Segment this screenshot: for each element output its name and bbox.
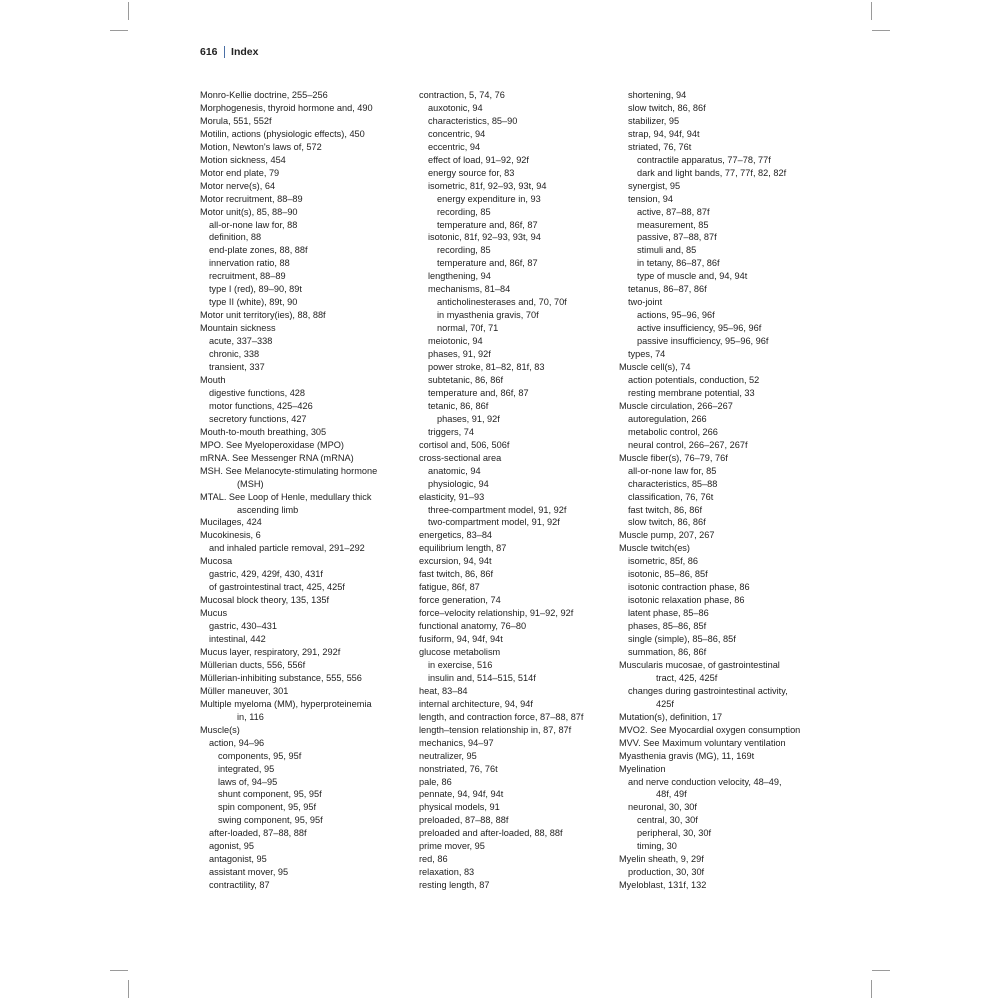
index-entry: single (simple), 85–86, 85f bbox=[628, 634, 736, 645]
index-entry: functional anatomy, 76–80 bbox=[419, 621, 527, 632]
index-entry: normal, 70f, 71 bbox=[437, 323, 499, 334]
index-entry: recruitment, 88–89 bbox=[209, 271, 286, 282]
index-entry: temperature and, 86f, 87 bbox=[428, 387, 529, 398]
index-entry: integrated, 95 bbox=[218, 763, 275, 774]
index-entry: Motor recruitment, 88–89 bbox=[200, 193, 303, 204]
index-entry: active insufficiency, 95–96, 96f bbox=[637, 323, 762, 334]
index-entry: nonstriated, 76, 76t bbox=[419, 763, 498, 774]
index-entry: three-compartment model, 91, 92f bbox=[428, 504, 567, 515]
index-entry: energy source for, 83 bbox=[428, 167, 515, 178]
index-entry: summation, 86, 86f bbox=[628, 646, 707, 657]
index-entry: Mountain sickness bbox=[200, 323, 276, 334]
index-entry: metabolic control, 266 bbox=[628, 426, 718, 437]
index-entry: contractility, 87 bbox=[209, 880, 270, 891]
index-entry: innervation ratio, 88 bbox=[209, 258, 290, 269]
index-entry: relaxation, 83 bbox=[419, 867, 475, 878]
index-entry: phases, 91, 92f bbox=[437, 413, 500, 424]
index-entry: physiologic, 94 bbox=[428, 478, 489, 489]
running-header bbox=[200, 46, 258, 58]
index-entry: autoregulation, 266 bbox=[628, 413, 707, 424]
index-entry: Motor end plate, 79 bbox=[200, 167, 280, 178]
index-entry: dark and light bands, 77, 77f, 82, 82f bbox=[637, 167, 787, 178]
index-entry: pale, 86 bbox=[419, 776, 452, 787]
header-divider bbox=[224, 46, 226, 58]
index-entry: definition, 88 bbox=[209, 232, 262, 243]
index-entry: production, 30, 30f bbox=[628, 867, 705, 878]
index-column-2 bbox=[419, 89, 619, 892]
index-entry: Müller maneuver, 301 bbox=[200, 685, 289, 696]
index-entry: chronic, 338 bbox=[209, 349, 260, 360]
index-entry: Muscle pump, 207, 267 bbox=[619, 530, 715, 541]
index-entry: isometric, 85f, 86 bbox=[628, 556, 698, 567]
index-entry: Myeloblast, 131f, 132 bbox=[619, 880, 707, 891]
index-entry: mechanisms, 81–84 bbox=[428, 284, 511, 295]
index-entry: gastric, 430–431 bbox=[209, 621, 277, 632]
index-entry: 425f bbox=[656, 698, 674, 709]
index-entry: recording, 85 bbox=[437, 245, 491, 256]
index-entry: force–velocity relationship, 91–92, 92f bbox=[419, 608, 574, 619]
index-entry: (MSH) bbox=[237, 478, 264, 489]
index-entry: stimuli and, 85 bbox=[637, 245, 697, 256]
index-entry: Morula, 551, 552f bbox=[200, 115, 272, 126]
index-entry: internal architecture, 94, 94f bbox=[419, 698, 533, 709]
index-entry: action potentials, conduction, 52 bbox=[628, 374, 760, 385]
index-entry: in myasthenia gravis, 70f bbox=[437, 310, 539, 321]
index-entry: Motion, Newton's laws of, 572 bbox=[200, 141, 322, 152]
index-entry: fusiform, 94, 94f, 94t bbox=[419, 634, 503, 645]
index-entry: swing component, 95, 95f bbox=[218, 815, 323, 826]
index-entry: Mucosa bbox=[200, 556, 233, 567]
index-entry: characteristics, 85–90 bbox=[428, 115, 518, 126]
index-entry: isotonic relaxation phase, 86 bbox=[628, 595, 745, 606]
index-entry: neural control, 266–267, 267f bbox=[628, 439, 748, 450]
index-entry: energetics, 83–84 bbox=[419, 530, 493, 541]
index-entry: all-or-none law for, 88 bbox=[209, 219, 298, 230]
index-entry: auxotonic, 94 bbox=[428, 102, 483, 113]
index-entry: slow twitch, 86, 86f bbox=[628, 517, 706, 528]
index-entry: classification, 76, 76t bbox=[628, 491, 714, 502]
index-entry: stabilizer, 95 bbox=[628, 115, 680, 126]
index-entry: and inhaled particle removal, 291–292 bbox=[209, 543, 365, 554]
index-entry: Monro-Kellie doctrine, 255–256 bbox=[200, 90, 328, 100]
index-entry: spin component, 95, 95f bbox=[218, 802, 317, 813]
index-entry: effect of load, 91–92, 92f bbox=[428, 154, 529, 165]
crop-mark bbox=[871, 2, 872, 20]
index-entry: Motor nerve(s), 64 bbox=[200, 180, 276, 191]
index-entry: passive insufficiency, 95–96, 96f bbox=[637, 336, 769, 347]
index-entry: in, 116 bbox=[237, 711, 264, 722]
index-entry: shortening, 94 bbox=[628, 90, 687, 100]
index-entry: gastric, 429, 429f, 430, 431f bbox=[209, 569, 323, 580]
index-entry: physical models, 91 bbox=[419, 802, 500, 813]
index-entry: digestive functions, 428 bbox=[209, 387, 306, 398]
index-entry: and nerve conduction velocity, 48–49, bbox=[628, 776, 782, 787]
index-entry: Muscle twitch(es) bbox=[619, 543, 690, 554]
index-entry: motor functions, 425–426 bbox=[209, 400, 313, 411]
index-entry: peripheral, 30, 30f bbox=[637, 828, 712, 839]
index-entry: MVO2. See Myocardial oxygen consumption bbox=[619, 724, 801, 735]
index-entry: MVV. See Maximum voluntary ventilation bbox=[619, 737, 786, 748]
index-entry: type II (white), 89t, 90 bbox=[209, 297, 298, 308]
index-entry: prime mover, 95 bbox=[419, 841, 485, 852]
index-entry: heat, 83–84 bbox=[419, 685, 468, 696]
index-entry: contraction, 5, 74, 76 bbox=[419, 90, 505, 100]
index-entry: cortisol and, 506, 506f bbox=[419, 439, 510, 450]
index-entry: transient, 337 bbox=[209, 362, 265, 373]
index-entry: mRNA. See Messenger RNA (mRNA) bbox=[200, 452, 354, 463]
index-entry: two-joint bbox=[628, 297, 663, 308]
index-entry: mechanics, 94–97 bbox=[419, 737, 494, 748]
index-entry: Mouth bbox=[200, 374, 226, 385]
index-entry: laws of, 94–95 bbox=[218, 776, 278, 787]
index-entry: energy expenditure in, 93 bbox=[437, 193, 541, 204]
index-entry: length, and contraction force, 87–88, 87f bbox=[419, 711, 584, 722]
index-column-1 bbox=[200, 89, 400, 892]
index-entry: eccentric, 94 bbox=[428, 141, 481, 152]
index-entry: of gastrointestinal tract, 425, 425f bbox=[209, 582, 345, 593]
index-entry: type I (red), 89–90, 89t bbox=[209, 284, 302, 295]
section-title: Index bbox=[231, 46, 259, 58]
index-entry: central, 30, 30f bbox=[637, 815, 698, 826]
index-entry: Myasthenia gravis (MG), 11, 169t bbox=[619, 750, 755, 761]
index-entry: acute, 337–338 bbox=[209, 336, 273, 347]
index-entry: fast twitch, 86, 86f bbox=[419, 569, 494, 580]
index-entry: synergist, 95 bbox=[628, 180, 681, 191]
index-entry: preloaded and after-loaded, 88, 88f bbox=[419, 828, 563, 839]
index-entry: pennate, 94, 94f, 94t bbox=[419, 789, 504, 800]
index-entry: active, 87–88, 87f bbox=[637, 206, 710, 217]
index-entry: slow twitch, 86, 86f bbox=[628, 102, 706, 113]
index-entry: Mucokinesis, 6 bbox=[200, 530, 261, 541]
index-entry: fast twitch, 86, 86f bbox=[628, 504, 703, 515]
index-entry: Mouth-to-mouth breathing, 305 bbox=[200, 426, 327, 437]
index-entry: Mucus layer, respiratory, 291, 292f bbox=[200, 646, 341, 657]
page-number: 616 bbox=[200, 46, 218, 58]
index-entry: Myelin sheath, 9, 29f bbox=[619, 854, 704, 865]
index-entry: meiotonic, 94 bbox=[428, 336, 483, 347]
index-entry: Müllerian ducts, 556, 556f bbox=[200, 659, 306, 670]
index-entry: Motor unit(s), 85, 88–90 bbox=[200, 206, 298, 217]
index-entry: phases, 91, 92f bbox=[428, 349, 491, 360]
index-entry: Mucus bbox=[200, 608, 228, 619]
index-entry: types, 74 bbox=[628, 349, 666, 360]
index-entry: 48f, 49f bbox=[656, 789, 687, 800]
index-entry: neutralizer, 95 bbox=[419, 750, 477, 761]
index-entry: after-loaded, 87–88, 88f bbox=[209, 828, 307, 839]
index-entry: tract, 425, 425f bbox=[656, 672, 718, 683]
index-entry: type of muscle and, 94, 94t bbox=[637, 271, 748, 282]
index-entry: components, 95, 95f bbox=[218, 750, 302, 761]
index-entry: strap, 94, 94f, 94t bbox=[628, 128, 700, 139]
index-entry: measurement, 85 bbox=[637, 219, 709, 230]
index-entry: lengthening, 94 bbox=[428, 271, 491, 282]
index-entry: MSH. See Melanocyte-stimulating hormone bbox=[200, 465, 378, 476]
index-entry: actions, 95–96, 96f bbox=[637, 310, 715, 321]
index-entry: subtetanic, 86, 86f bbox=[428, 374, 504, 385]
index-entry: all-or-none law for, 85 bbox=[628, 465, 717, 476]
crop-mark bbox=[128, 980, 129, 998]
index-entry: isotonic contraction phase, 86 bbox=[628, 582, 750, 593]
index-entry: equilibrium length, 87 bbox=[419, 543, 507, 554]
index-entry: temperature and, 86f, 87 bbox=[437, 219, 538, 230]
index-entry: latent phase, 85–86 bbox=[628, 608, 709, 619]
index-entry: Muscularis mucosae, of gastrointestinal bbox=[619, 659, 780, 670]
index-entry: MTAL. See Loop of Henle, medullary thick bbox=[200, 491, 372, 502]
index-entry: phases, 85–86, 85f bbox=[628, 621, 707, 632]
index-entry: isotonic, 81f, 92–93, 93t, 94 bbox=[428, 232, 541, 243]
index-entry: Motor unit territory(ies), 88, 88f bbox=[200, 310, 326, 321]
index-entry: agonist, 95 bbox=[209, 841, 254, 852]
crop-mark bbox=[872, 970, 890, 971]
index-entry: fatigue, 86f, 87 bbox=[419, 582, 480, 593]
index-entry: passive, 87–88, 87f bbox=[637, 232, 717, 243]
index-entry: triggers, 74 bbox=[428, 426, 474, 437]
index-entry: resting length, 87 bbox=[419, 880, 490, 891]
index-entry: in tetany, 86–87, 86f bbox=[637, 258, 720, 269]
index-entry: assistant mover, 95 bbox=[209, 867, 289, 878]
index-entry: force generation, 74 bbox=[419, 595, 501, 606]
index-entry: characteristics, 85–88 bbox=[628, 478, 718, 489]
index-entry: concentric, 94 bbox=[428, 128, 486, 139]
crop-mark bbox=[128, 2, 129, 20]
crop-mark bbox=[110, 30, 128, 31]
index-entry: timing, 30 bbox=[637, 841, 677, 852]
index-entry: preloaded, 87–88, 88f bbox=[419, 815, 509, 826]
index-entry: contractile apparatus, 77–78, 77f bbox=[637, 154, 771, 165]
index-entry: Muscle circulation, 266–267 bbox=[619, 400, 733, 411]
index-entry: elasticity, 91–93 bbox=[419, 491, 485, 502]
index-entry: glucose metabolism bbox=[419, 646, 501, 657]
index-entry: Muscle fiber(s), 76–79, 76f bbox=[619, 452, 728, 463]
index-entry: recording, 85 bbox=[437, 206, 491, 217]
index-entry: Motion sickness, 454 bbox=[200, 154, 286, 165]
index-entry: antagonist, 95 bbox=[209, 854, 267, 865]
index-entry: tetanic, 86, 86f bbox=[428, 400, 489, 411]
index-entry: Mutation(s), definition, 17 bbox=[619, 711, 723, 722]
index-entry: temperature and, 86f, 87 bbox=[437, 258, 538, 269]
index-entry: Motilin, actions (physiologic effects), 450 bbox=[200, 128, 365, 139]
index-entry: secretory functions, 427 bbox=[209, 413, 307, 424]
index-entry: shunt component, 95, 95f bbox=[218, 789, 322, 800]
index-entry: resting membrane potential, 33 bbox=[628, 387, 755, 398]
index-entry: striated, 76, 76t bbox=[628, 141, 692, 152]
index-entry: in exercise, 516 bbox=[428, 659, 493, 670]
index-entry: Mucilages, 424 bbox=[200, 517, 262, 528]
index-entry: Multiple myeloma (MM), hyperproteinemia bbox=[200, 698, 372, 709]
index-entry: two-compartment model, 91, 92f bbox=[428, 517, 560, 528]
index-entry: changes during gastrointestinal activity, bbox=[628, 685, 788, 696]
index-entry: end-plate zones, 88, 88f bbox=[209, 245, 308, 256]
index-entry: Myelination bbox=[619, 763, 666, 774]
index-entry: MPO. See Myeloperoxidase (MPO) bbox=[200, 439, 344, 450]
index-entry: Morphogenesis, thyroid hormone and, 490 bbox=[200, 102, 373, 113]
index-entry: intestinal, 442 bbox=[209, 634, 266, 645]
index-entry: Mucosal block theory, 135, 135f bbox=[200, 595, 330, 606]
index-entry: red, 86 bbox=[419, 854, 448, 865]
index-entry: ascending limb bbox=[237, 504, 299, 515]
crop-mark bbox=[110, 970, 128, 971]
index-entry: isotonic, 85–86, 85f bbox=[628, 569, 708, 580]
crop-mark bbox=[871, 980, 872, 998]
index-entry: tetanus, 86–87, 86f bbox=[628, 284, 707, 295]
index-entry: Müllerian-inhibiting substance, 555, 556 bbox=[200, 672, 362, 683]
index-entry: tension, 94 bbox=[628, 193, 673, 204]
index-entry: anatomic, 94 bbox=[428, 465, 481, 476]
index-entry: anticholinesterases and, 70, 70f bbox=[437, 297, 567, 308]
index-entry: power stroke, 81–82, 81f, 83 bbox=[428, 362, 545, 373]
index-entry: insulin and, 514–515, 514f bbox=[428, 672, 536, 683]
index-entry: neuronal, 30, 30f bbox=[628, 802, 697, 813]
crop-mark bbox=[872, 30, 890, 31]
index-entry: isometric, 81f, 92–93, 93t, 94 bbox=[428, 180, 547, 191]
index-entry: length–tension relationship in, 87, 87f bbox=[419, 724, 572, 735]
index-entry: cross-sectional area bbox=[419, 452, 502, 463]
index-entry: excursion, 94, 94t bbox=[419, 556, 492, 567]
index-entry: action, 94–96 bbox=[209, 737, 265, 748]
index-column-3 bbox=[619, 89, 819, 892]
index-entry: Muscle(s) bbox=[200, 724, 240, 735]
index-entry: Muscle cell(s), 74 bbox=[619, 362, 691, 373]
